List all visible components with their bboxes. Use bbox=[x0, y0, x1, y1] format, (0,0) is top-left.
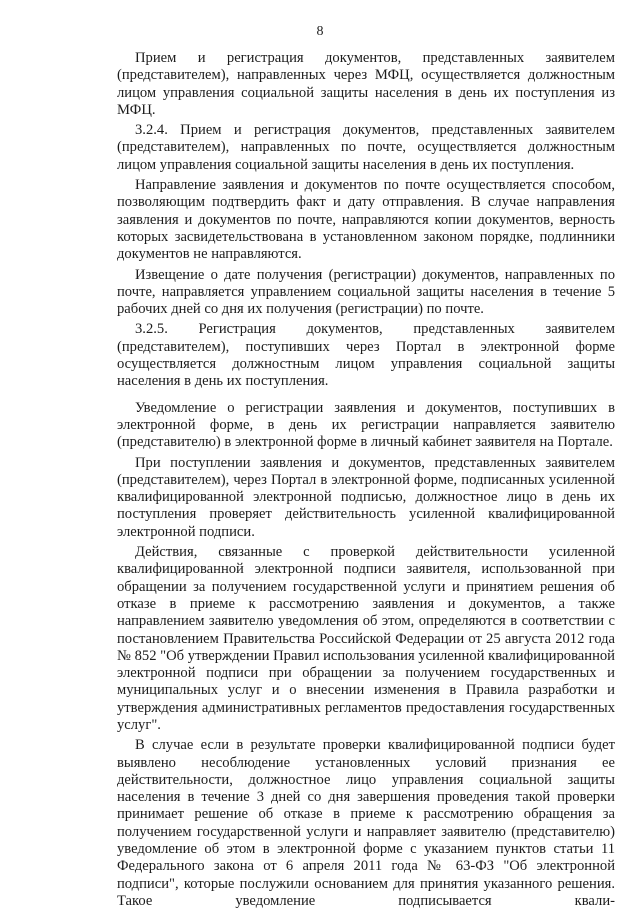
page-number: 8 bbox=[316, 24, 324, 39]
paragraph-registration-notification: Уведомление о регистрации заявления и документов, поступивших в электронной форме, в день их регистрации направляется заявителю (представителю) в электронной форме в личный кабинет заявителя на Портале. bbox=[117, 399, 615, 451]
paragraph-3-2-4: 3.2.4. Прием и регистрация документов, представленных заявителем (представителем), направленных по почте, осуществляется должностным лицом управления социальной защиты населения в день их поступления. bbox=[117, 122, 615, 173]
paragraph-signature-actions: Действия, связанные с проверкой действительности усиленной квалифицированной электронной подписи заявителя, использованной при обращении за получением государственной услуги и принятием решения об отказе в приеме к рассмотрению заявления и документов, а также направлением заявителю уведомления об этом, определяются в соответствии с постановлением Правительства Российской Федерации от 25 августа 2012 года № 852 "Об утверждении Правил использования усиленной квалифицированной электронной подписи при обращении за получением государственных и муниципальных услуг и о внесении изменения в Правила разработки и утверждения административных регламентов предоставления государственных услуг". bbox=[117, 544, 615, 733]
paragraph-receipt-notice: Извещение о дате получения (регистрации) документов, направленных по почте, направляется управлением социальной защиты населения в течение 5 рабочих дней со дня их получения (регистрации) по почте. bbox=[117, 266, 615, 318]
paragraph-signature-check: При поступлении заявления и документов, представленных заявителем (представителем), через Портал в электронной форме, подписанных усиленной квалифицированной электронной подписью, должностное лицо в день их поступления проверяет действительность усиленной квалифицированной электронной подписи. bbox=[117, 454, 615, 540]
paragraph-postal-sending: Направление заявления и документов по почте осуществляется способом, позволяющим подтвердить факт и дату отправления. В случае направления заявления и документов по почте, направляются копии документов, верность которых засвидетельствована в установленном законом порядке, подлинники документов не направляются. bbox=[117, 177, 615, 263]
paragraph-refusal-decision: В случае если в результате проверки квалифицированной подписи будет выявлено несоблюдение установленных условий признания ее действительности, должностное лицо управления социальной защиты населения в течение 3 дней со дня завершения проведения такой проверки принимает решение об отказе в приеме к рассмотрению обращения за получением государственной услуги и направляет заявителю (представителю) уведомление об этом в электронной форме с указанием пунктов статьи 11 Федерального закона от 6 апреля 2011 года № 63-ФЗ "Об электронной подписи", которые послужили основанием для принятия указанного решения. Такое уведомление подписывается квали- bbox=[117, 737, 615, 909]
paragraph-3-2-5: 3.2.5. Регистрация документов, представленных заявителем (представителем), поступивших через Портал в электронной форме осуществляется должностным лицом управления социальной защиты населения в день их поступления. bbox=[117, 321, 615, 390]
paragraph-mfc-registration: Прием и регистрация документов, представленных заявителем (представителем), направленных через МФЦ, осуществляется должностным лицом управления социальной защиты населения в день их поступления из МФЦ. bbox=[117, 50, 615, 118]
document-body bbox=[117, 50, 615, 913]
